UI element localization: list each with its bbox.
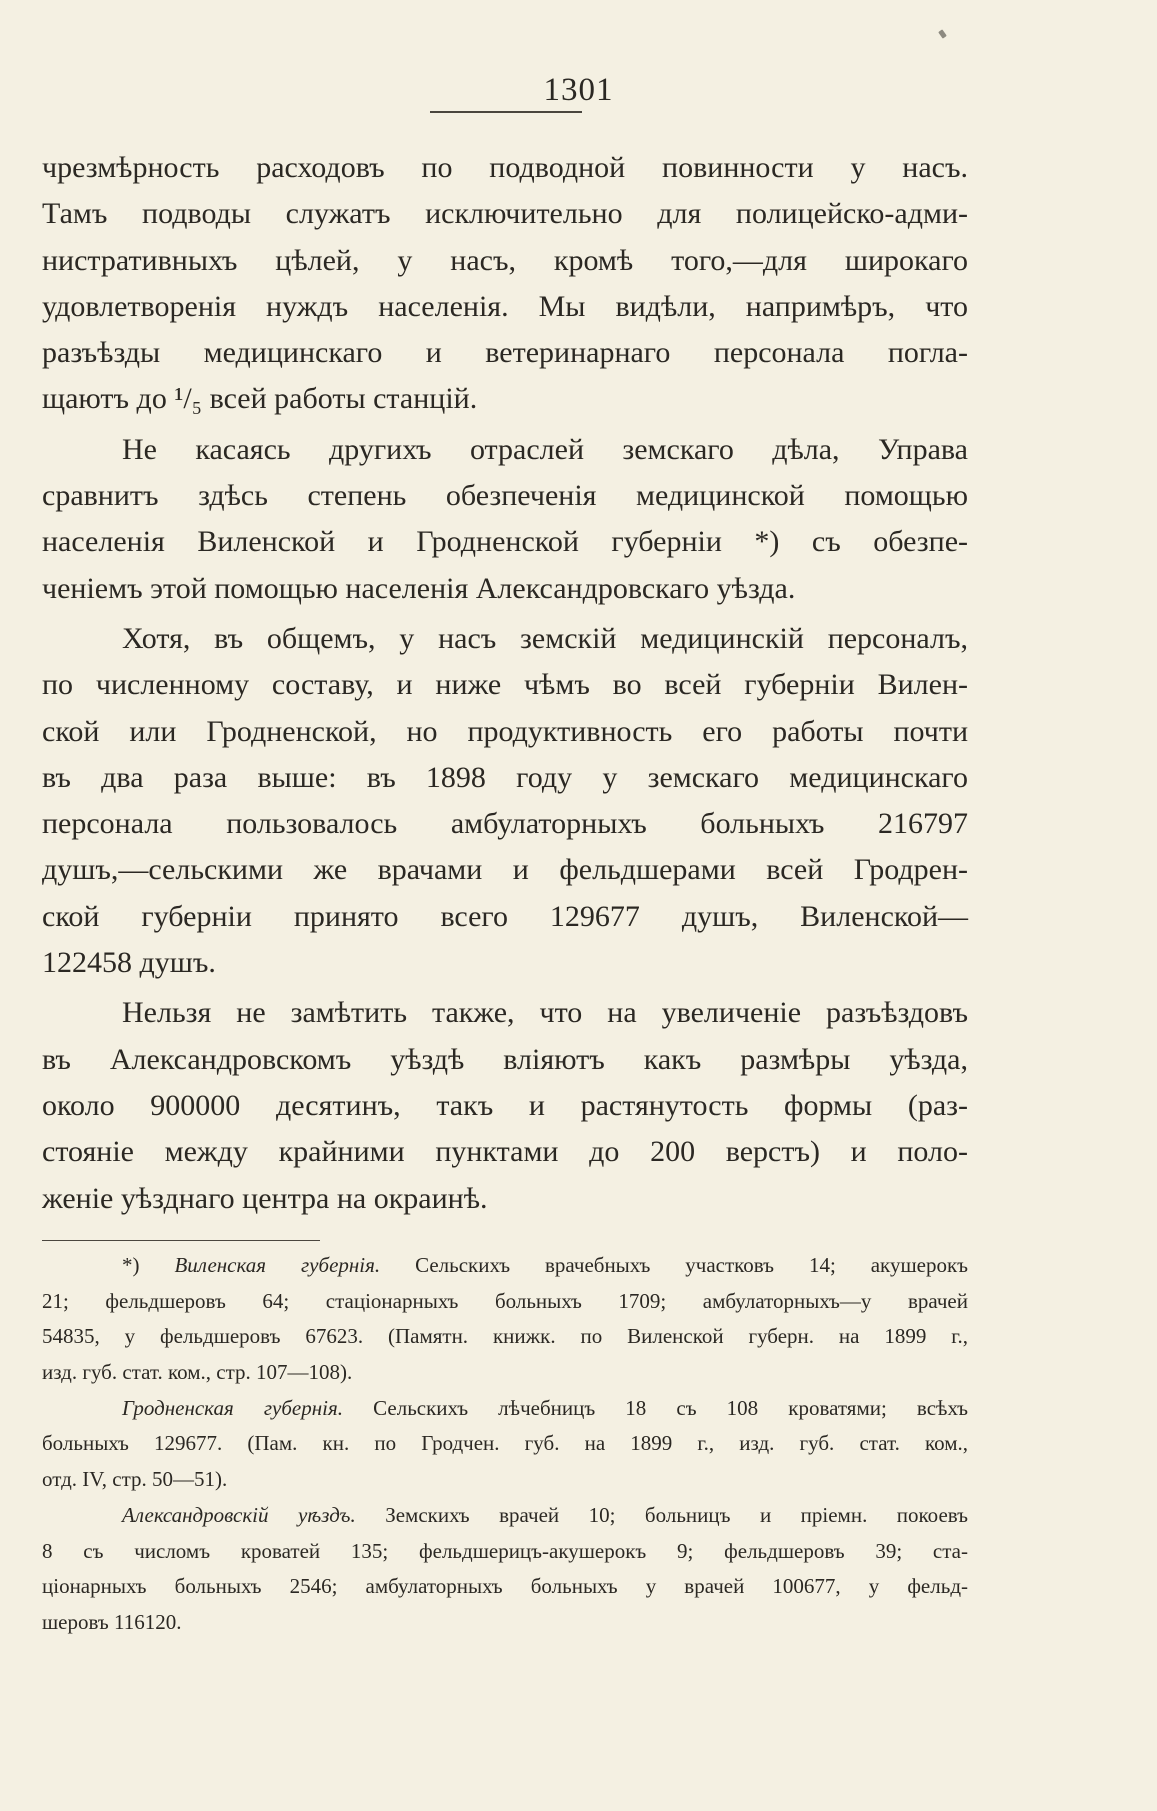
paragraph-1 <box>42 145 968 423</box>
footnote-title: Гродненская губернія. <box>122 1395 344 1420</box>
paragraph-3 <box>42 616 968 986</box>
text-line: населенія Виленской и Гродненской губерніи *) съ обезпе- <box>42 525 968 559</box>
footnote-grodno <box>42 1391 968 1498</box>
footnote-title: Виленская губернія. <box>174 1253 381 1277</box>
page-number: 1301 <box>543 72 614 108</box>
footnote-line: Гродненская губернія. Сельскихъ лѣчебницъ 18 съ 108 кроватями; всѣхъ <box>122 1395 969 1420</box>
footnote-line: шеровъ 116120. <box>42 1609 182 1634</box>
footnote-line: 21; фельдшеровъ 64; стаціонарныхъ больныхъ 1709; амбулаторныхъ—у врачей <box>42 1288 968 1313</box>
text-line: женіе уѣзднаго центра на окраинѣ. <box>42 1181 488 1215</box>
text-line: Тамъ подводы служатъ исключительно для полицейско-адми- <box>42 197 968 231</box>
text-line: ченіемъ этой помощью населенія Александровскаго уѣзда. <box>42 571 796 605</box>
text-line: разъѣзды медицинскаго и ветеринарнаго персонала погла- <box>42 336 968 370</box>
text-line: чрезмѣрность расходовъ по подводной повинности у насъ. <box>42 151 968 184</box>
paragraph-2 <box>42 427 968 612</box>
text-line: Хотя, въ общемъ, у насъ земскій медицинскій персоналъ, <box>122 621 968 655</box>
text-line: персонала пользовалось амбулаторныхъ больныхъ 216797 <box>42 807 968 841</box>
text-line: ской или Гродненской, но продуктивность его работы почти <box>42 714 968 748</box>
footnote-line: изд. губ. стат. ком., стр. 107—108). <box>42 1360 353 1385</box>
text-line: около 900000 десятинъ, такъ и растянутость формы (раз- <box>42 1088 968 1122</box>
text-line: удовлетворенія нуждъ населенія. Мы видѣли, напримѣръ, что <box>42 289 968 323</box>
text-line: Не касаясь другихъ отраслей земскаго дѣла, Управа <box>122 432 968 466</box>
text-line: по численному составу, и ниже чѣмъ во всей губерніи Вилен- <box>42 668 968 702</box>
footnote-line: 8 съ числомъ кроватей 135; фельдшерицъ-акушерокъ 9; фельдшеровъ 39; ста- <box>42 1538 968 1563</box>
text-line: 122458 душъ. <box>42 946 216 980</box>
text-line: въ два раза выше: въ 1898 году у земскаго медицинскаго <box>42 760 968 794</box>
footnote-title: Александровскій уѣздъ. <box>122 1502 356 1527</box>
page-number-rule <box>430 111 582 113</box>
footnote-alexandrovsk <box>42 1498 968 1641</box>
footnote-line: ціонарныхъ больныхъ 2546; амбулаторныхъ больныхъ у врачей 100677, у фельд- <box>42 1574 968 1599</box>
footnote-line: больныхъ 129677. (Пам. кн. по Гродчен. губ. на 1899 г., изд. губ. стат. ком., <box>42 1431 968 1456</box>
footnote-vilna <box>42 1248 968 1391</box>
footnote-divider <box>42 1240 320 1241</box>
footnote-line: отд. IV, стр. 50—51). <box>42 1467 228 1492</box>
main-text <box>42 145 968 1222</box>
paragraph-4 <box>42 990 968 1221</box>
text-line: въ Александровскомъ уѣздѣ вліяютъ какъ размѣры уѣзда, <box>42 1042 968 1076</box>
text-line: сравнитъ здѣсь степень обезпеченія медицинской помощью <box>42 479 968 513</box>
text-line: душъ,—сельскими же врачами и фельдшерами всей Гродрен- <box>42 853 968 887</box>
ink-mark <box>938 29 947 38</box>
footnotes <box>42 1248 968 1641</box>
footnote-marker: *) <box>122 1253 140 1277</box>
text-line: стояніе между крайними пунктами до 200 верстъ) и поло- <box>42 1135 968 1169</box>
text-line: Нельзя не замѣтить также, что на увеличеніе разъѣздовъ <box>122 996 968 1030</box>
footnote-line: *) Виленская губернія. Сельскихъ врачебныхъ участковъ 14; акушерокъ <box>122 1253 969 1277</box>
footnote-line: 54835, у фельдшеровъ 67623. (Памятн. книжк. по Виленской губерн. на 1899 г., <box>42 1324 968 1349</box>
text-line: щаютъ до ¹/₅ всей работы станцій. <box>42 382 478 416</box>
text-line: ской губерніи принято всего 129677 душъ, Виленской— <box>42 899 968 933</box>
footnote-line: Александровскій уѣздъ. Земскихъ врачей 10; больницъ и пріемн. покоевъ <box>122 1502 969 1527</box>
text-line: нистративныхъ цѣлей, у насъ, кромѣ того,—для широкаго <box>42 243 968 277</box>
